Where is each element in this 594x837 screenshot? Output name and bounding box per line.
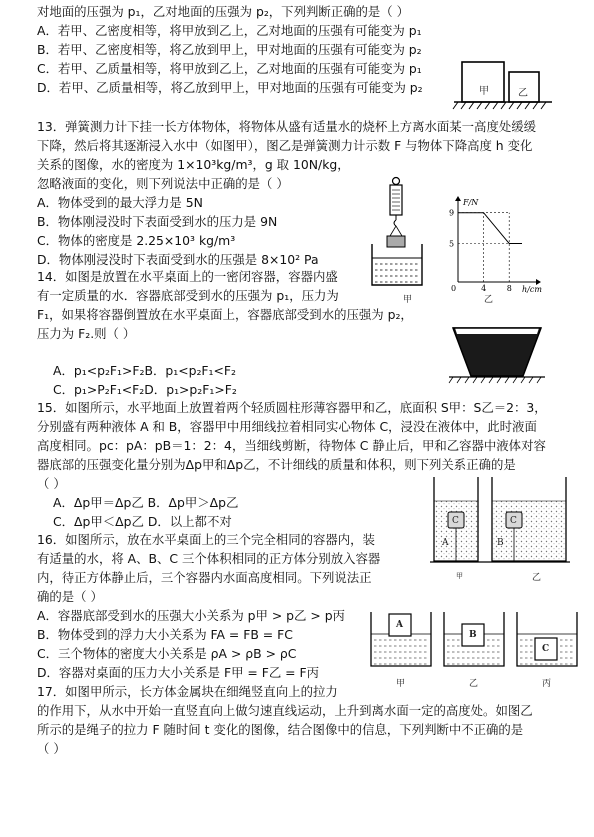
q16-fig-label-yi: 乙 bbox=[469, 679, 479, 689]
q12-option-d: D．若甲、乙质量相等，将乙放到甲上，甲对地面的压强有可能变为 p₂ bbox=[37, 80, 423, 95]
q17-line-1: 17．如图甲所示，长方体金属块在细绳竖直向上的拉力 bbox=[37, 684, 338, 699]
q13-option-c: C．物体的密度是 2.25×10³ kg/m³ bbox=[37, 233, 236, 248]
chart-xtick-label-0: 0 bbox=[451, 284, 457, 293]
q16-fig-label-a: A bbox=[396, 620, 403, 630]
q13-line-3: 关系的图像，水的密度为 1×10³kg/m³，g 取 10N/kg， bbox=[37, 157, 350, 172]
chart-ytick-label-5: 5 bbox=[449, 239, 455, 249]
q13-fig-label-yi: 乙 bbox=[484, 295, 494, 305]
q13-line-1: 13．弹簧测力计下挂一长方体物体，将物体从盛有适量水的烧杯上方离水面某一高度处缓缓 bbox=[37, 119, 537, 134]
q17-line-2: 的作用下，从水中开始一直竖直向上做匀速直线运动，上升到离水面一定的高度处。如图乙 bbox=[37, 703, 533, 718]
q14-line-3: F₁，如果将容器倒置放在水平桌面上，容器底部受到水的压强为 p₂， bbox=[37, 307, 413, 322]
q13-option-d: D．物体刚浸没时下表面受到水的压强是 8×10² Pa bbox=[37, 252, 319, 267]
q13-spring-scale-figure bbox=[366, 176, 436, 292]
q16-line-4: 确的是（ ） bbox=[37, 589, 103, 604]
q15-fig-label-b: B bbox=[497, 538, 504, 548]
q12-fig-label-yi: 乙 bbox=[518, 88, 528, 99]
q16-fig-label-jia: 甲 bbox=[396, 679, 406, 689]
q15-containers-figure bbox=[430, 475, 570, 570]
chart-ytick-label-9: 9 bbox=[449, 208, 455, 218]
q13-line-2: 下降，然后将其逐渐浸入水中（如图甲），图乙是弹簧测力计示数 F 与物体下降高度 h 变化 bbox=[37, 138, 533, 153]
q16-option-d: D．容器对桌面的压力大小关系是 F甲 = F乙 = F丙 bbox=[37, 665, 320, 680]
q13-option-a: A．物体受到的最大浮力是 5N bbox=[37, 195, 203, 210]
chart-xlabel: h/cm bbox=[522, 285, 542, 294]
q13-fig-label-jia: 甲 bbox=[403, 295, 413, 305]
q15-line-5: （ ） bbox=[37, 476, 66, 491]
q16-option-c: C．三个物体的密度大小关系是 ρA > ρB > ρC bbox=[37, 646, 297, 661]
q16-option-a: A．容器底部受到水的压强大小关系为 p甲 > p乙 > p丙 bbox=[37, 608, 345, 623]
q12-stem: 对地面的压强为 p₁，乙对地面的压强为 p₂，下列判断正确的是（ ） bbox=[37, 4, 410, 19]
chart-series-line bbox=[458, 213, 522, 244]
q15-options-ab: A．Δp甲＝Δp乙 B．Δp甲＞Δp乙 bbox=[53, 495, 239, 510]
q14-line-2: 有一定质量的水．容器底部受到水的压强为 p₁，压力为 bbox=[37, 288, 339, 303]
chart-axes bbox=[455, 196, 541, 285]
q16-fig-label-b: B bbox=[469, 630, 477, 640]
q12-fig-label-jia: 甲 bbox=[479, 86, 489, 97]
q15-line-4: 器底部的压强变化量分别为Δp甲和Δp乙，不计细线的质量和体积，则下列关系正确的是 bbox=[37, 457, 516, 472]
q15-fig-label-jia: 甲 bbox=[456, 572, 463, 580]
q12-option-b: B．若甲、乙密度相等，将乙放到甲上，甲对地面的压强有可能变为 p₂ bbox=[37, 42, 422, 57]
q16-option-b: B．物体受到的浮力大小关系为 FA = FB = FC bbox=[37, 627, 293, 642]
chart-xtick-label-4: 4 bbox=[481, 284, 487, 293]
q15-line-1: 15．如图所示，水平地面上放置着两个轻质圆柱形薄容器甲和乙，底面积 S甲：S乙＝2：3， bbox=[37, 400, 547, 415]
q12-option-c: C．若甲、乙质量相等，将甲放到乙上，乙对地面的压强有可能变为 p₁ bbox=[37, 61, 422, 76]
q12-blocks-figure bbox=[452, 58, 562, 114]
q12-option-a: A．若甲、乙密度相等，将甲放到乙上，乙对地面的压强有可能变为 p₁ bbox=[37, 23, 422, 38]
q13-force-height-chart bbox=[440, 196, 540, 292]
chart-xtick-label-8: 8 bbox=[506, 284, 512, 293]
q15-fig-label-c2: C bbox=[510, 516, 517, 526]
q16-line-1: 16．如图所示，放在水平桌面上的三个完全相同的容器内，装 bbox=[37, 532, 375, 547]
q15-fig-label-c1: C bbox=[452, 516, 459, 526]
q15-line-3: 高度相同。pc：pA：pB＝1：2：4，当细线剪断，待物体 C 静止后，甲和乙容器中液体对容 bbox=[37, 438, 546, 453]
q15-options-cd: C．Δp甲＜Δp乙 D．以上都不对 bbox=[53, 514, 232, 529]
q17-line-4: （ ） bbox=[37, 741, 66, 756]
q16-fig-label-bing: 丙 bbox=[542, 679, 552, 689]
q16-fig-label-c: C bbox=[542, 644, 550, 654]
q14-line-1: 14．如图是放置在水平桌面上的一密闭容器，容器内盛 bbox=[37, 269, 338, 284]
q14-options-cd: C．p₁>P₂F₁<F₂D．p₁>p₂F₁>F₂ bbox=[53, 382, 237, 397]
q15-fig-label-yi: 乙 bbox=[532, 573, 542, 583]
q13-option-b: B．物体刚浸没时下表面受到水的压力是 9N bbox=[37, 214, 278, 229]
q16-line-3: 内，待正方体静止后，三个容器内水面高度相同。下列说法正 bbox=[37, 570, 372, 585]
q17-line-3: 所示的是绳子的拉力 F 随时间 t 变化的图像，结合图像中的信息，下列判断中不正确的是 bbox=[37, 722, 524, 737]
q16-line-2: 有适量的水，将 A、B、C 三个体积相同的正方体分别放入容器 bbox=[37, 551, 381, 566]
q13-line-4: 忽略液面的变化，则下列说法中正确的是（ ） bbox=[37, 176, 289, 191]
q15-fig-label-a: A bbox=[442, 538, 449, 548]
q14-container-figure bbox=[447, 320, 547, 386]
q15-line-2: 分别盛有两种液体 A 和 B，容器甲中用细线拉着相同实心物体 C，浸没在液体中，此时液面 bbox=[37, 419, 537, 434]
chart-ylabel: F/N bbox=[463, 198, 479, 207]
q14-line-4: 压力为 F₂.则（ ） bbox=[37, 326, 136, 341]
q14-options-ab: A．p₁<p₂F₁>F₂B．p₁<p₂F₁<F₂ bbox=[53, 363, 236, 378]
